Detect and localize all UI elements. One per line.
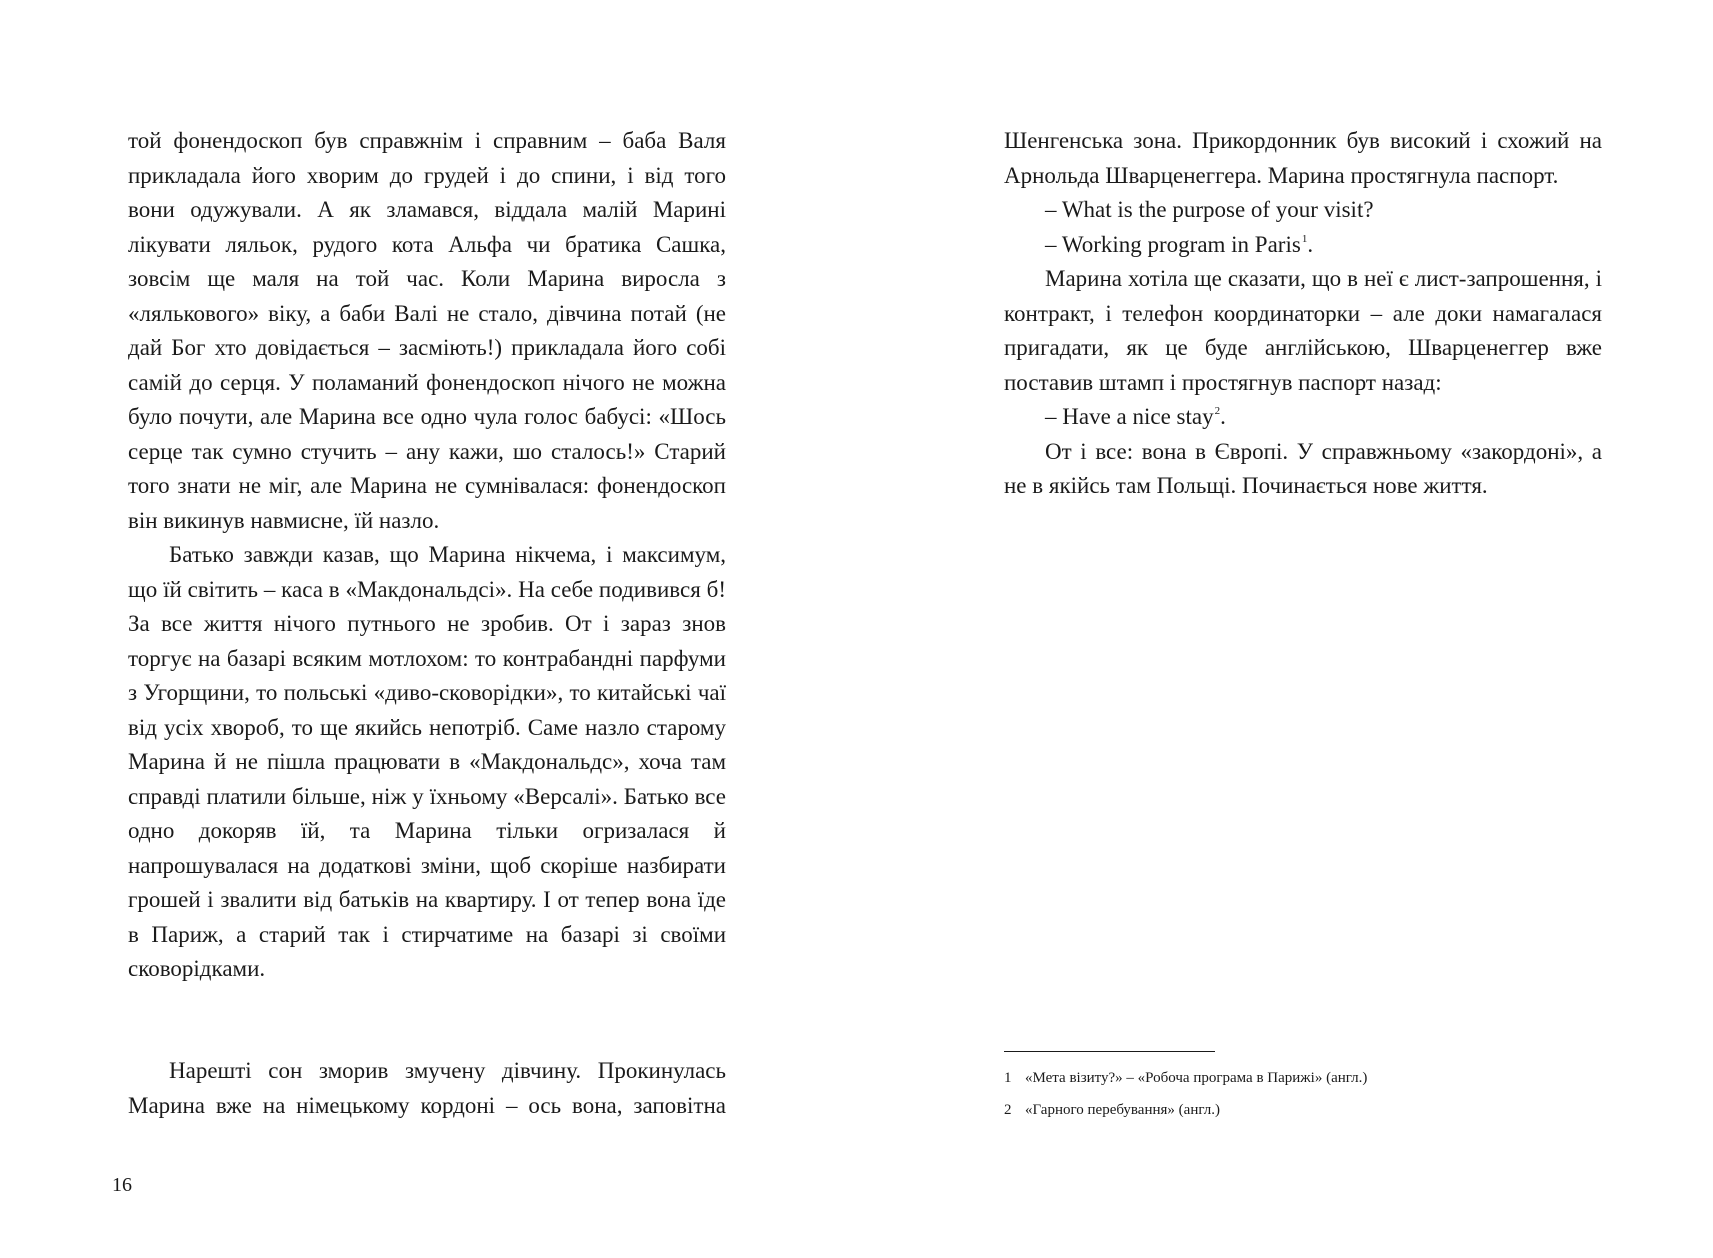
footnote-ref-1: 1 (1301, 232, 1308, 245)
footnote-text: «Мета візиту?» – «Робоча програма в Парижі» (англ.) (1025, 1070, 1368, 1086)
paragraph-stethoscope: той фонендоскоп був справжнім і справним – баба Валя прикладала його хворим до грудей і до спини, і від того вони одужували. А як зламався, віддала малій Марині лікувати ляльок, рудого кота Альфа чи братика Сашка, зовсім ще маля на той час. Коли Марина виросла з «лялькового» віку, а баби Валі не стало, дівчина потай (не дай Бог хто довідається – засміють!) прикладала його собі самій до серця. У поламаний фонендоскоп нічого не можна було почути, але Марина все одно чула голос бабусі: «Шось серце так сумно стучить – ану кажи, шо сталось!» Старий того знати не міг, але Марина не сумнівалася: фонендоскоп він викинув навмисне, їй назло. (128, 128, 726, 533)
dialogue-farewell-text: – Have a nice stay (1045, 404, 1214, 429)
left-page (0, 0, 856, 1258)
footnote-item (1004, 1094, 1602, 1126)
paragraph-border-arrival: Нарешті сон зморив змучену дівчину. Прокинулась Марина вже на німецькому кордоні – ось вона, заповітна (128, 1058, 726, 1118)
dialogue-answer-text: – Working program in Paris (1045, 231, 1301, 257)
right-main-text (1004, 124, 1602, 504)
footnote-ref-2: 2 (1214, 405, 1221, 417)
footnotes (1004, 1062, 1602, 1126)
paragraph-invitation: Марина хотіла ще сказати, що в неї є лист-запрошення, і контракт, і телефон координаторки – але доки намагалася пригадати, як це буде англійською, Шварценеггер вже поставив штамп і простягнув паспорт назад: (1004, 266, 1602, 395)
footnote-number: 2 (1004, 1102, 1012, 1118)
dialogue-question: – What is the purpose of your visit? (1045, 197, 1374, 222)
footnote-divider (1004, 1051, 1215, 1052)
footnote-text: «Гарного перебування» (англ.) (1025, 1102, 1220, 1118)
left-main-text (128, 124, 726, 987)
dialogue-farewell: – Have a nice stay$^2$. (1045, 404, 1226, 429)
right-page (856, 0, 1713, 1258)
left-section-text (128, 1054, 726, 1123)
dialogue-answer: – Working program in Paris$^1$. (1045, 231, 1314, 257)
page-number: 16 (112, 1174, 132, 1196)
paragraph-father: Батько завжди казав, що Марина нікчема, і максимум, що їй світить – каса в «Макдональдсі». На себе подивився б! За все життя нічого путнього не зробив. От і зараз знов торгує на базарі всяким мотлохом: то контрабандні парфуми з Угорщини, то польські «диво-сковорідки», то китайські чаї від усіх хвороб, то ще якийсь непотріб. Саме назло старому Марина й не пішла працювати в «Макдональдс», хоча там справді платили більше, ніж у їхньому «Версалі». Батько все одно докоряв їй, та Марина тільки огризалася й напрошувалася на додаткові зміни, щоб скоріше назбирати грошей і звалити від батьків на квартиру. І от тепер вона їде в Париж, а старий так і стирчатиме на базарі зі своїми сковорідками. (128, 542, 726, 981)
footnote-number: 1 (1004, 1070, 1012, 1086)
paragraph-schengen: Шенгенська зона. Прикордонник був високий і схожий на Арнольда Шварценеггера. Марина простягнула паспорт. (1004, 128, 1602, 188)
footnote-item (1004, 1062, 1602, 1094)
paragraph-europe: От і все: вона в Європі. У справжньому «закордоні», а не в якійсь там Польщі. Починається нове життя. (1004, 438, 1602, 498)
